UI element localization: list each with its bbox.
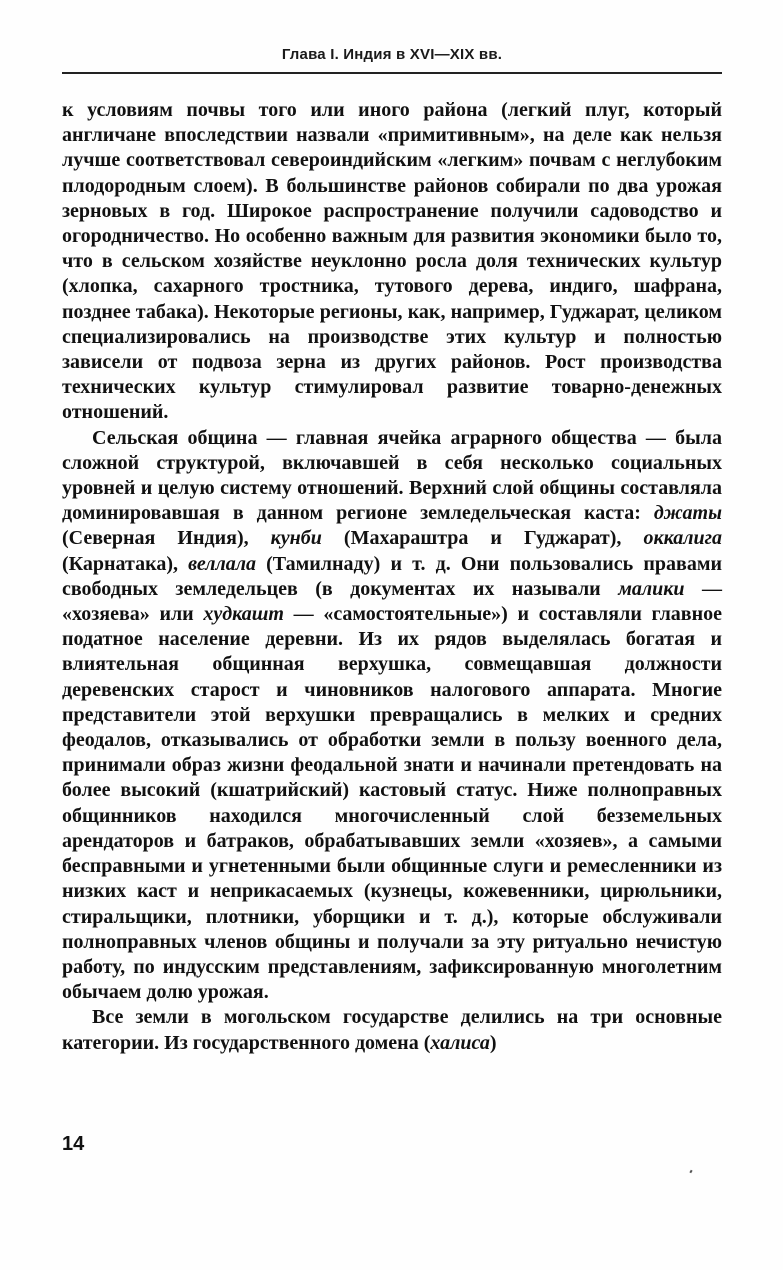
text-segment: — «хозяева» или [62, 577, 723, 626]
running-head: Глава I. Индия в XVI—XIX вв. [281, 46, 503, 63]
term-italic: халиса [430, 1031, 490, 1054]
text-segment: (Карнатака), [62, 552, 189, 575]
term-italic: оккалига [643, 527, 722, 550]
paragraph-3 [62, 1005, 722, 1055]
text-segment: (Северная Индия), [62, 527, 271, 550]
header-rule [62, 72, 722, 74]
text-segment: Сельская община — главная ячейка аграрного общества — была сложной структурой, включавшей в себя несколько социальных уровней и целую систему отношений. Верхний слой общины составляла доминировавшая в данном регионе земледельческая каста: [62, 426, 722, 525]
term-italic: джаты [653, 502, 722, 525]
text-segment: Все земли в могольском государстве делились на три основные категории. Из государственного домена ( [62, 1006, 722, 1054]
term-italic: кунби [270, 527, 322, 550]
text-segment: — «самостоятельные») и составляли главное податное население деревни. Из их рядов выделялась богатая и влиятельная общинная верхушка, совмещавшая должности деревенских старост и чиновников налогового аппарата. Многие представители этой верхушки превращались в мелких и средних феодалов, отказывались от обработки земли в пользу военного дела, принимали образ жизни феодальной знати и начинали претендовать на более высокий (кшатрийский) кастовый статус. Ниже полноправных общинников находился многочисленный слой безземельных арендаторов и батраков, обрабатывавших земли «хозяев», а самыми бесправными и угнетенными были общинные слуги и ремесленники из низких каст и неприкасаемых (кузнецы, кожевенники, цирюльники, стиральщики, плотники, уборщики и т. д.), которые обслуживали полноправных членов общины и получали за эту ритуально нечистую работу, по индусским представлениям, зафиксированную многолетним обычаем долю урожая. [62, 603, 722, 1004]
scan-speck [689, 1170, 692, 1174]
text-segment: (Махараштра и Гуджарат), [321, 527, 644, 550]
term-italic: худкашт [203, 603, 284, 626]
text-segment: ) [489, 1031, 497, 1054]
text-segment: (Тамилнаду) и т. д. Они пользовались правами свободных земледельцев (в документах их называли [62, 552, 722, 600]
term-italic: малики [618, 577, 685, 600]
body-text [62, 98, 722, 1056]
paragraph-2 [62, 426, 722, 1006]
term-italic: веллала [188, 552, 256, 575]
paragraph-1 [62, 98, 722, 426]
text-segment: к условиям почвы того или иного района (легкий плуг, который англичане впоследствии назвали «примитивным», на деле как нельзя лучше соответствовал североиндийским «легким» почвам с неглубоким плодородным слоем). В большинстве районов собирали по два урожая зерновых в год. Широкое распространение получили садоводство и огородничество. Но особенно важным для развития экономики было то, что в сельском хозяйстве неуклонно росла доля технических культур (хлопка, сахарного тростника, тутового дерева, индиго, шафрана, позднее табака). Некоторые регионы, как, например, Гуджарат, целиком специализировались на производстве этих культур и полностью зависели от подвоза зерна из других районов. Рост производства технических культур стимулировал развитие товарно-денежных отношений. [62, 99, 722, 424]
page-number: 14 [62, 1133, 85, 1155]
